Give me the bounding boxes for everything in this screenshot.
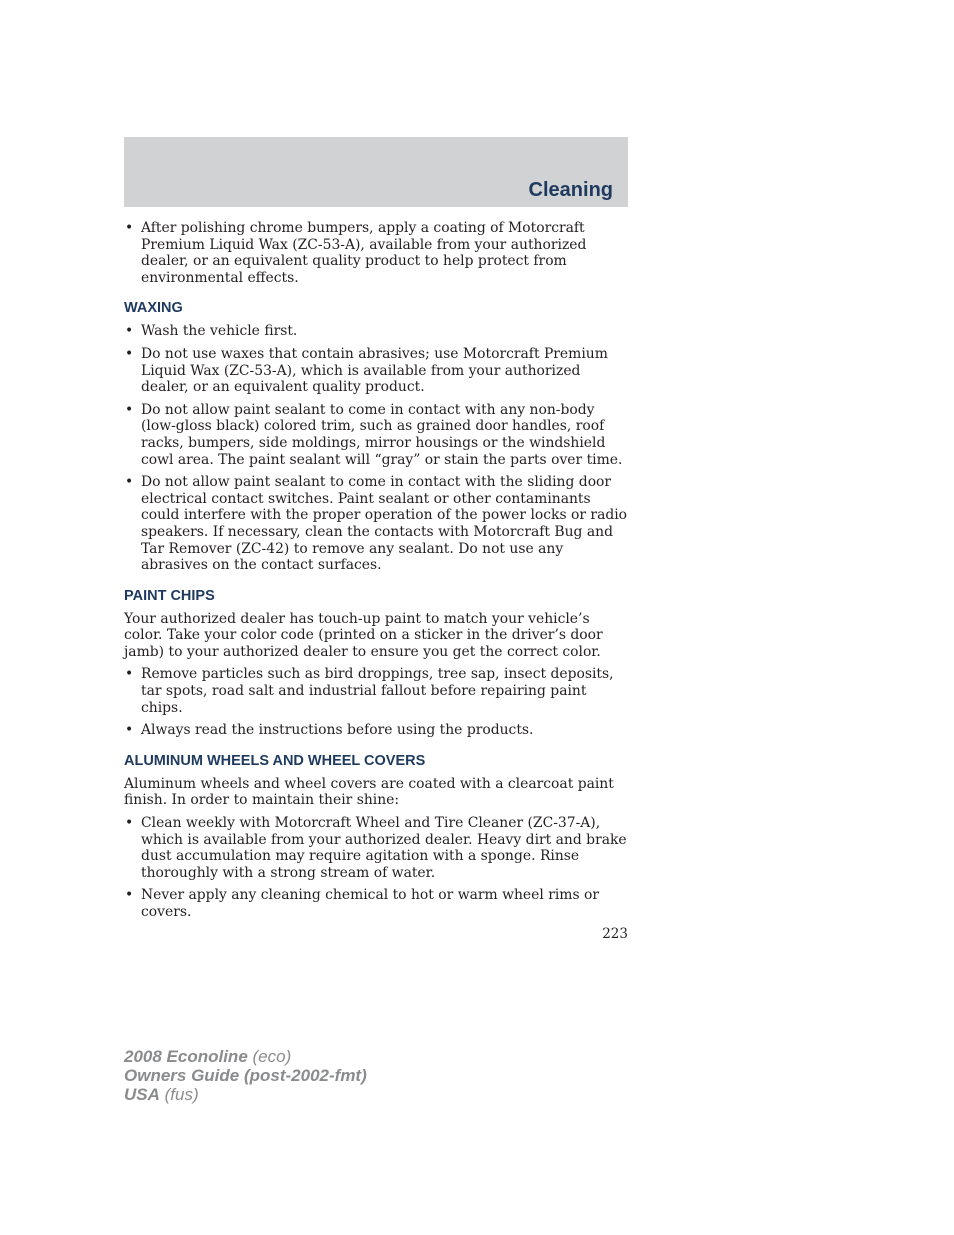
footer-line-guide	[124, 1066, 367, 1085]
list-item: • Remove particles such as bird droppings, tree sap, insect deposits, tar spots, road salt and industrial fallout before repairing paint chips.	[124, 666, 628, 716]
footer-model-code: (eco)	[247, 1047, 292, 1066]
footer-region-code: (fus)	[159, 1085, 199, 1104]
footer-model: 2008 Econoline	[124, 1047, 248, 1066]
aluminum-wheels-heading: ALUMINUM WHEELS AND WHEEL COVERS	[124, 752, 426, 769]
footer-region: USA	[124, 1085, 160, 1104]
section-header-band	[124, 137, 628, 207]
list-item: • Do not allow paint sealant to come in contact with any non-body (low-gloss black) colored trim, such as grained door handles, roof racks, bumpers, side moldings, mirror housings or the windshield cowl area. The paint sealant will “gray” or stain the parts over time.	[124, 402, 628, 468]
footer-guide: Owners Guide (post-2002-fmt)	[124, 1066, 367, 1085]
document-footer	[124, 1047, 367, 1104]
list-item: • Do not use waxes that contain abrasives; use Motorcraft Premium Liquid Wax (ZC-53-A), which is available from your authorized dealer, or an equivalent quality product.	[124, 346, 628, 396]
footer-line-region	[124, 1085, 367, 1104]
aluminum-wheels-paragraph: Aluminum wheels and wheel covers are coated with a clearcoat paint finish. In order to maintain their shine:	[124, 775, 614, 809]
page-number: 223	[602, 926, 628, 942]
paint-chips-paragraph: Your authorized dealer has touch-up paint to match your vehicle’s color. Take your color code (printed on a sticker in the driver’s door jamb) to your authorized dealer to ensure you get the correct color.	[124, 610, 603, 660]
section-title: Cleaning	[528, 179, 613, 201]
footer-line-model	[124, 1047, 367, 1066]
list-item: • After polishing chrome bumpers, apply a coating of Motorcraft Premium Liquid Wax (ZC-53-A), available from your authorized dealer, or an equivalent quality product to help protect from environmental effects.	[124, 220, 628, 286]
list-item: • Wash the vehicle first.	[124, 323, 628, 340]
list-item: • Always read the instructions before using the products.	[124, 722, 628, 739]
paint-chips-heading: PAINT CHIPS	[124, 587, 215, 604]
page-content	[124, 220, 628, 927]
waxing-heading: WAXING	[124, 300, 183, 317]
list-item: • Clean weekly with Motorcraft Wheel and Tire Cleaner (ZC-37-A), which is available from your authorized dealer. Heavy dirt and brake dust accumulation may require agitation with a sponge. Rinse thoroughly with a strong stream of water.	[124, 815, 628, 881]
list-item: • Never apply any cleaning chemical to hot or warm wheel rims or covers.	[124, 887, 628, 920]
list-item: • Do not allow paint sealant to come in contact with the sliding door electrical contact switches. Paint sealant or other contaminants could interfere with the proper operation of the power locks or radio speakers. If necessary, clean the contacts with Motorcraft Bug and Tar Remover (ZC-42) to remove any sealant. Do not use any abrasives on the contact surfaces.	[124, 474, 628, 574]
